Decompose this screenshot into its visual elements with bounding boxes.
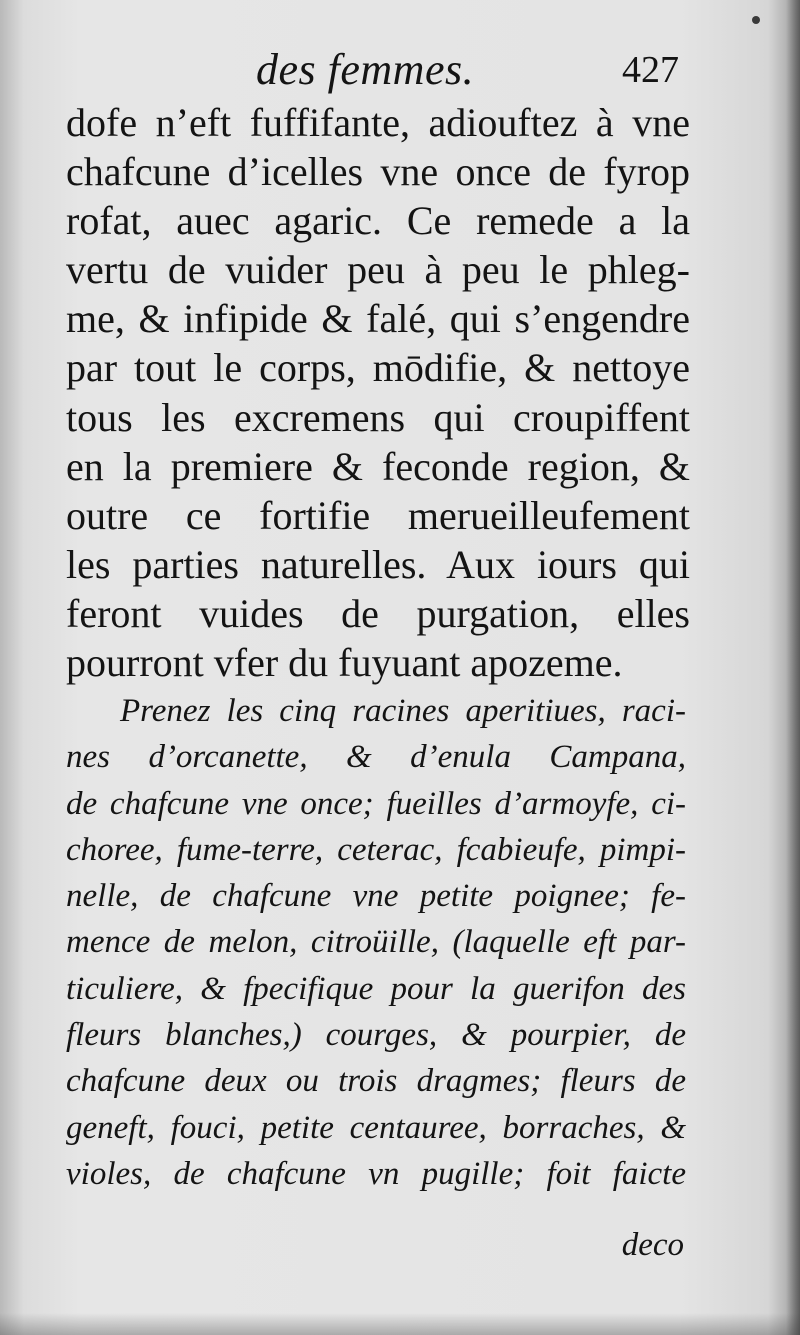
recipe-line: mence de melon, citroüille, (laquelle eft par- xyxy=(66,924,686,961)
recipe-line: choree, fume-terre, ceterac, fcabieufe, pimpi- xyxy=(66,831,686,868)
recipe-line: fleurs blanches,) courges, & pourpier, de xyxy=(66,1017,686,1054)
recipe-line: violes, de chafcune vn pugille; foit faicte xyxy=(66,1155,686,1192)
main-paragraph xyxy=(66,98,690,687)
ink-speck xyxy=(752,16,760,24)
text-line: tous les excremens qui croupiffent xyxy=(66,394,690,440)
catchword: deco xyxy=(621,1227,684,1263)
recipe-line: geneft, fouci, petite centauree, borraches, & xyxy=(66,1109,686,1146)
recipe-line: nelle, de chafcune vne petite poignee; fe- xyxy=(66,878,686,915)
recipe-line: nes d’orcanette, & d’enula Campana, xyxy=(66,739,686,776)
recipe-line: Prenez les cinq racines aperitiues, raci- xyxy=(120,693,686,729)
text-line: les parties naturelles. Aux iours qui xyxy=(66,541,690,587)
recipe-line: ticuliere, & fpecifique pour la guerifon des xyxy=(66,970,686,1007)
text-line: en la premiere & feconde region, & xyxy=(66,443,690,489)
page-header xyxy=(0,42,800,98)
page-bottom-shadow xyxy=(0,1313,800,1335)
text-line: par tout le corps, mōdifie, & nettoye xyxy=(66,345,690,391)
recipe-line: de chafcune vne once; fueilles d’armoyfe, ci- xyxy=(66,785,686,822)
text-line: rofat, auec agaric. Ce remede a la xyxy=(66,198,690,244)
text-line: pourront vfer du fuyuant apozeme. xyxy=(66,640,623,686)
text-line: me, & infipide & falé, qui s’engendre xyxy=(66,296,690,342)
text-line: feront vuides de purgation, elles xyxy=(66,590,690,636)
text-line: chafcune d’icelles vne once de fyrop xyxy=(66,149,690,195)
text-line: outre ce fortifie merueilleufement xyxy=(66,492,690,538)
recipe-paragraph xyxy=(66,688,686,1197)
text-line: dofe n’eft fuffifante, adiouftez à vne xyxy=(66,100,690,145)
page-edge-shadow xyxy=(786,0,800,1335)
page-number: 427 xyxy=(622,49,679,91)
running-title: des femmes. xyxy=(256,45,475,94)
text-line: vertu de vuider peu à peu le phleg- xyxy=(66,247,690,293)
recipe-line: chafcune deux ou trois dragmes; fleurs de xyxy=(66,1063,686,1100)
